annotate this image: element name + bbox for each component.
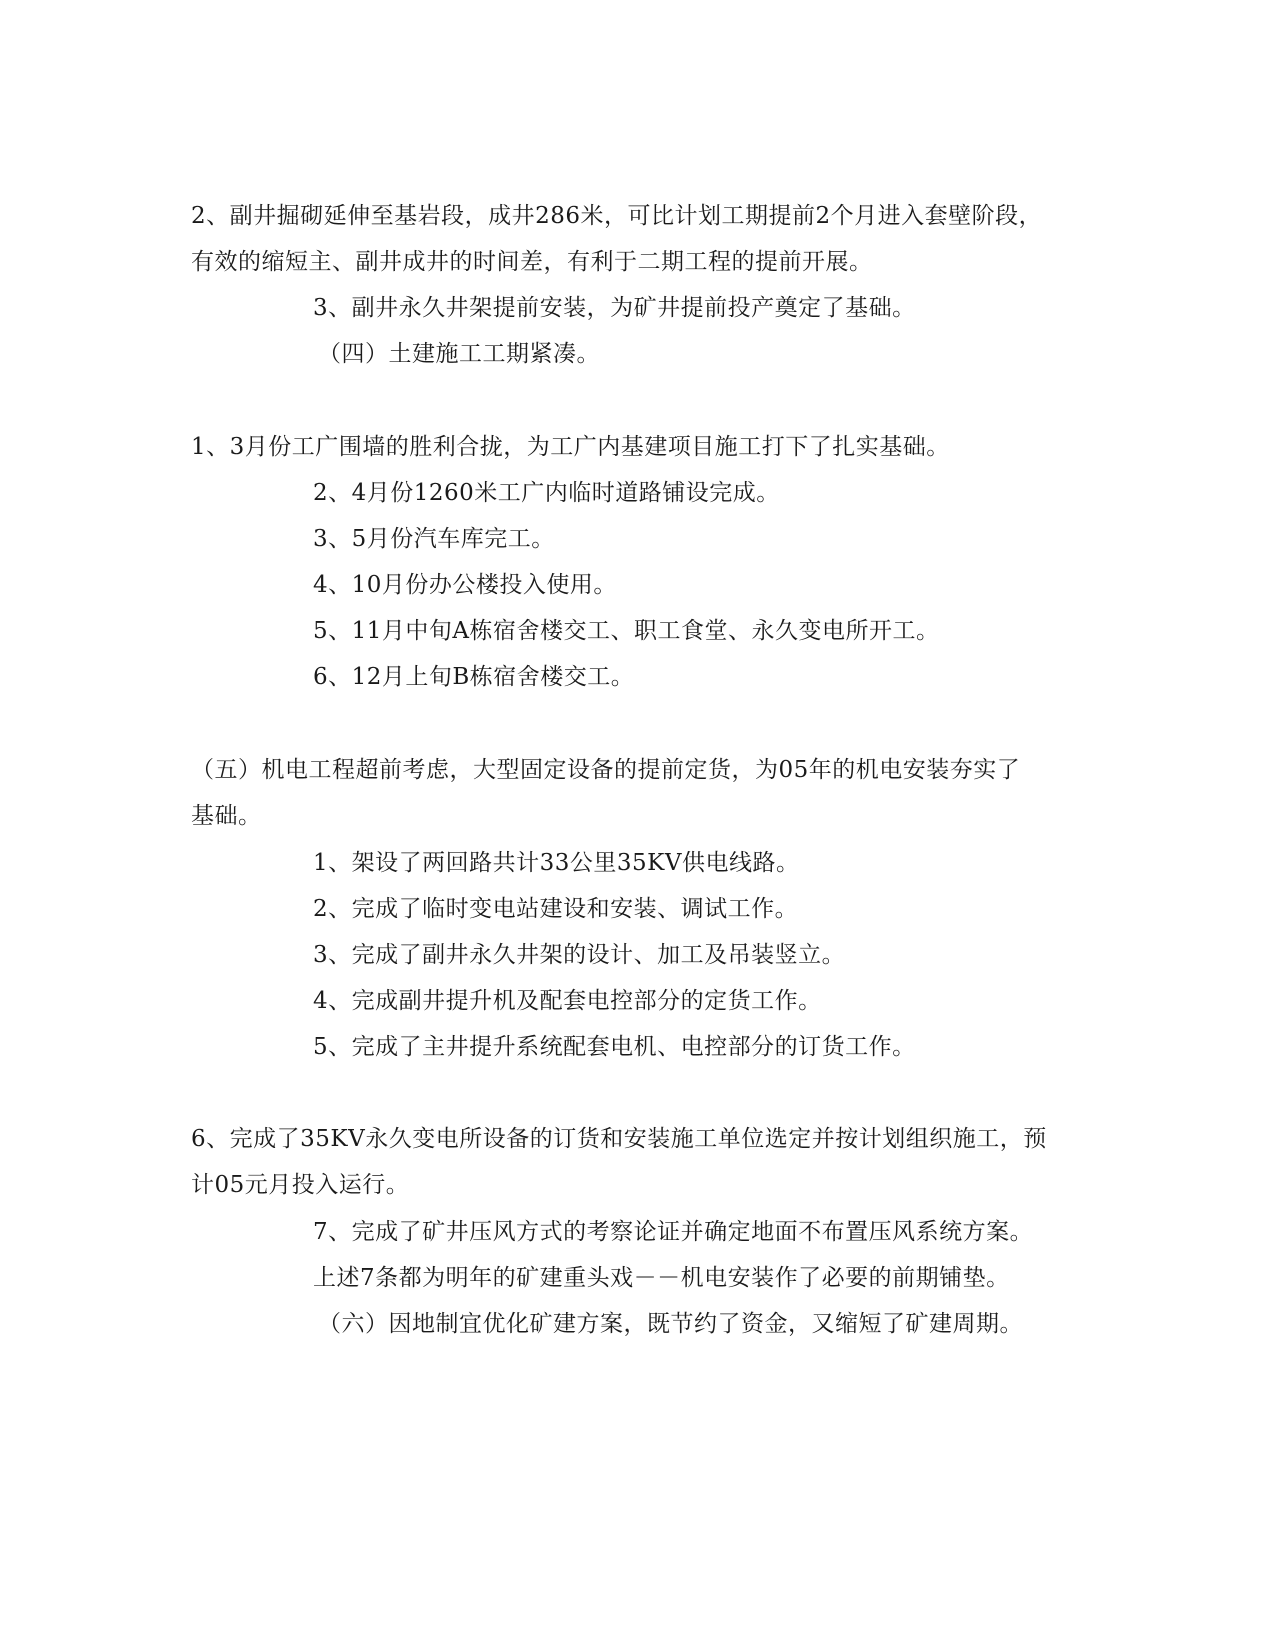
section-heading: （五）机电工程超前考虑，大型固定设备的提前定货，为05年的机电安装夯实了 [191,757,1021,783]
list-item: 计05元月投入运行。 [191,1172,410,1198]
list-item: 6、完成了35KV永久变电所设备的订货和安装施工单位选定并按计划组织施工，预 [191,1126,1047,1152]
list-item: 1、架设了两回路共计33公里35KV供电线路。 [313,850,800,876]
list-item: 4、10月份办公楼投入使用。 [313,572,617,598]
list-item: 3、5月份汽车库完工。 [313,526,555,552]
list-item: 3、完成了副井永久井架的设计、加工及吊装竖立。 [313,942,846,968]
list-item: 7、完成了矿井压风方式的考察论证并确定地面不布置压风系统方案。 [313,1219,1034,1245]
section-heading: 基础。 [191,803,262,829]
paragraph-line: 2、副井掘砌延伸至基岩段，成井286米，可比计划工期提前2个月进入套壁阶段， [191,203,1043,229]
list-item: 6、12月上旬B栋宿舍楼交工。 [313,664,635,690]
section-heading: （六）因地制宜优化矿建方案，既节约了资金，又缩短了矿建周期。 [318,1311,1023,1337]
paragraph-line: 1、3月份工广围墙的胜利合拢，为工广内基建项目施工打下了扎实基础。 [191,434,950,460]
section-heading: （四）土建施工工期紧凑。 [318,341,600,367]
list-item: 2、完成了临时变电站建设和安装、调试工作。 [313,896,799,922]
list-item: 2、4月份1260米工广内临时道路铺设完成。 [313,480,780,506]
list-item: 5、完成了主井提升系统配套电机、电控部分的订货工作。 [313,1034,916,1060]
paragraph-line: 有效的缩短主、副井成井的时间差，有利于二期工程的提前开展。 [191,249,873,275]
paragraph-line: 3、副井永久井架提前安装，为矿井提前投产奠定了基础。 [313,295,916,321]
list-item: 5、11月中旬A栋宿舍楼交工、职工食堂、永久变电所开工。 [313,618,940,644]
paragraph-line: 上述7条都为明年的矿建重头戏－－机电安装作了必要的前期铺垫。 [313,1265,1010,1291]
list-item: 4、完成副井提升机及配套电控部分的定货工作。 [313,988,822,1014]
